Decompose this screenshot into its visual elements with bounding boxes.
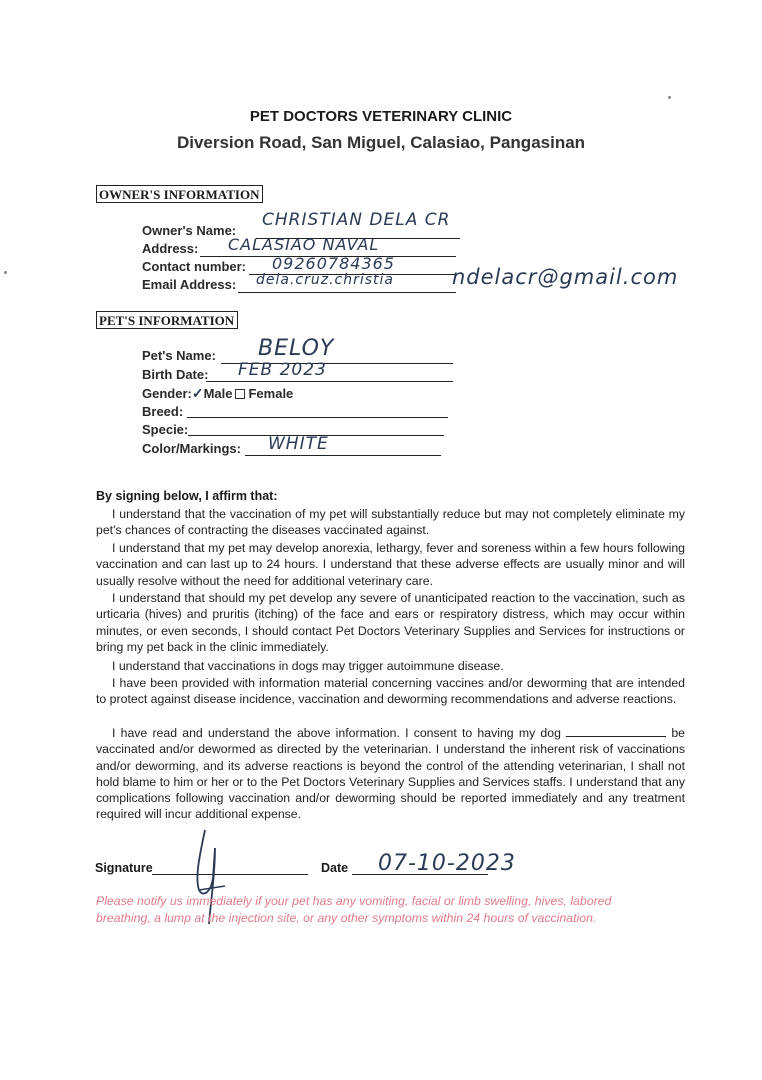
clinic-address: Diversion Road, San Miguel, Calasiao, Pangasinan (176, 133, 586, 152)
paragraph-4-text: I understand that vaccinations in dogs may trigger autoimmune disease. (112, 659, 504, 673)
pet-name-label: Pet's Name: (142, 348, 216, 363)
dog-name-blank[interactable] (566, 726, 666, 737)
date-label: Date (321, 861, 349, 875)
paragraph-2-text: I understand that my pet may develop anorexia, lethargy, fever and soreness within a few hours following vaccination and can last up to 24 hours. I understand that these adverse effects are usually minor and will usually resolve without the need for additional veterinary care. (96, 541, 685, 588)
pet-gender-label: Gender: (142, 386, 192, 401)
pet-color-label: Color/Markings: (142, 441, 241, 456)
scan-speck (4, 271, 7, 274)
pet-name-value[interactable]: BELOY (258, 336, 335, 361)
owner-section-header: OWNER'S INFORMATION (96, 185, 263, 203)
gender-female-label: Female (248, 386, 294, 401)
paragraph-1-text: I understand that the vaccination of my pet will substantially reduce but may not completely eliminate my pet's chances of contracting the diseases vaccinated against. (96, 507, 685, 538)
owner-name-label: Owner's Name: (142, 223, 237, 238)
paragraph-5 (96, 675, 685, 708)
paragraph-6 (96, 725, 685, 823)
pet-birth-value[interactable]: FEB 2023 (238, 360, 327, 380)
owner-address-value[interactable]: CALASIAO NAVAL (228, 235, 380, 254)
scan-speck (668, 96, 671, 99)
pet-specie-label: Specie: (142, 422, 189, 437)
pet-gender-row (142, 385, 293, 402)
owner-contact-label: Contact number: (142, 259, 246, 274)
pet-breed-line[interactable] (187, 417, 448, 418)
paragraph-3 (96, 590, 685, 655)
owner-email-line (238, 292, 456, 293)
paragraph-1 (96, 506, 685, 539)
gender-male-label: Male (203, 386, 233, 401)
paragraph-4 (96, 658, 685, 674)
paragraph-6-text-b: be vaccinated and/or dewormed as directed by the veterinarian. I understand the inherent risk of vaccinations and/or deworming, and its adverse reactions is beyond the control of the attending veterinarian, I shall not hold blame to him or her or to the Pet Doctors Veterinary Supplies and Services staffs. I understand that any complications following vaccination and/or deworming should be reported immediately and any treatment required will incur additional expense. (96, 726, 686, 822)
pet-birth-label: Birth Date: (142, 367, 209, 382)
pet-section-header: PET'S INFORMATION (96, 311, 238, 329)
date-value[interactable]: 07-10-2023 (378, 851, 516, 876)
owner-email-value[interactable]: dela.cruz.christia (256, 272, 395, 288)
paragraph-3-text: I understand that should my pet develop any severe of unanticipated reaction to the vaccination, such as urticaria (hives) and pruritis (itching) of the face and ears or respiratory distress, which may occur within minutes, or even seconds, I should contact Pet Doctors Veterinary Supplies and Services for instructions or bring my pet back in the clinic immediately. (96, 591, 685, 654)
paragraph-5-text: I have been provided with information material concerning vaccines and/or deworming that are intended to protect against disease incidence, vaccination and deworming recommendations and adverse reactions. (96, 676, 685, 707)
pet-birth-line (206, 381, 453, 382)
notice-text: Please notify us immediately if your pet has any vomiting, facial or limb swelling, hives, labored breathing, a lump at the injection site, or any other symptoms within 24 hours of vaccination. (96, 894, 612, 925)
owner-email-label: Email Address: (142, 277, 237, 292)
paragraph-2 (96, 540, 685, 589)
pet-color-value[interactable]: WHITE (268, 434, 329, 454)
female-checkbox[interactable] (235, 389, 245, 399)
clinic-title: PET DOCTORS VETERINARY CLINIC (249, 108, 513, 125)
owner-address-label: Address: (142, 241, 199, 256)
owner-contact-value[interactable]: 09260784365 (272, 254, 395, 273)
owner-email-value-extra[interactable]: ndelacr@gmail.com (452, 265, 679, 289)
owner-name-value[interactable]: CHRISTIAN DELA CR (262, 210, 451, 230)
paragraph-6-text-a: I have read and understand the above information. I consent to having my dog (112, 726, 561, 740)
pet-color-line (245, 455, 441, 456)
signature-label: Signature (95, 861, 153, 875)
pet-breed-label: Breed: (142, 404, 184, 419)
male-check-icon[interactable]: ✓ (191, 385, 204, 401)
affirm-heading: By signing below, I affirm that: (96, 489, 278, 503)
